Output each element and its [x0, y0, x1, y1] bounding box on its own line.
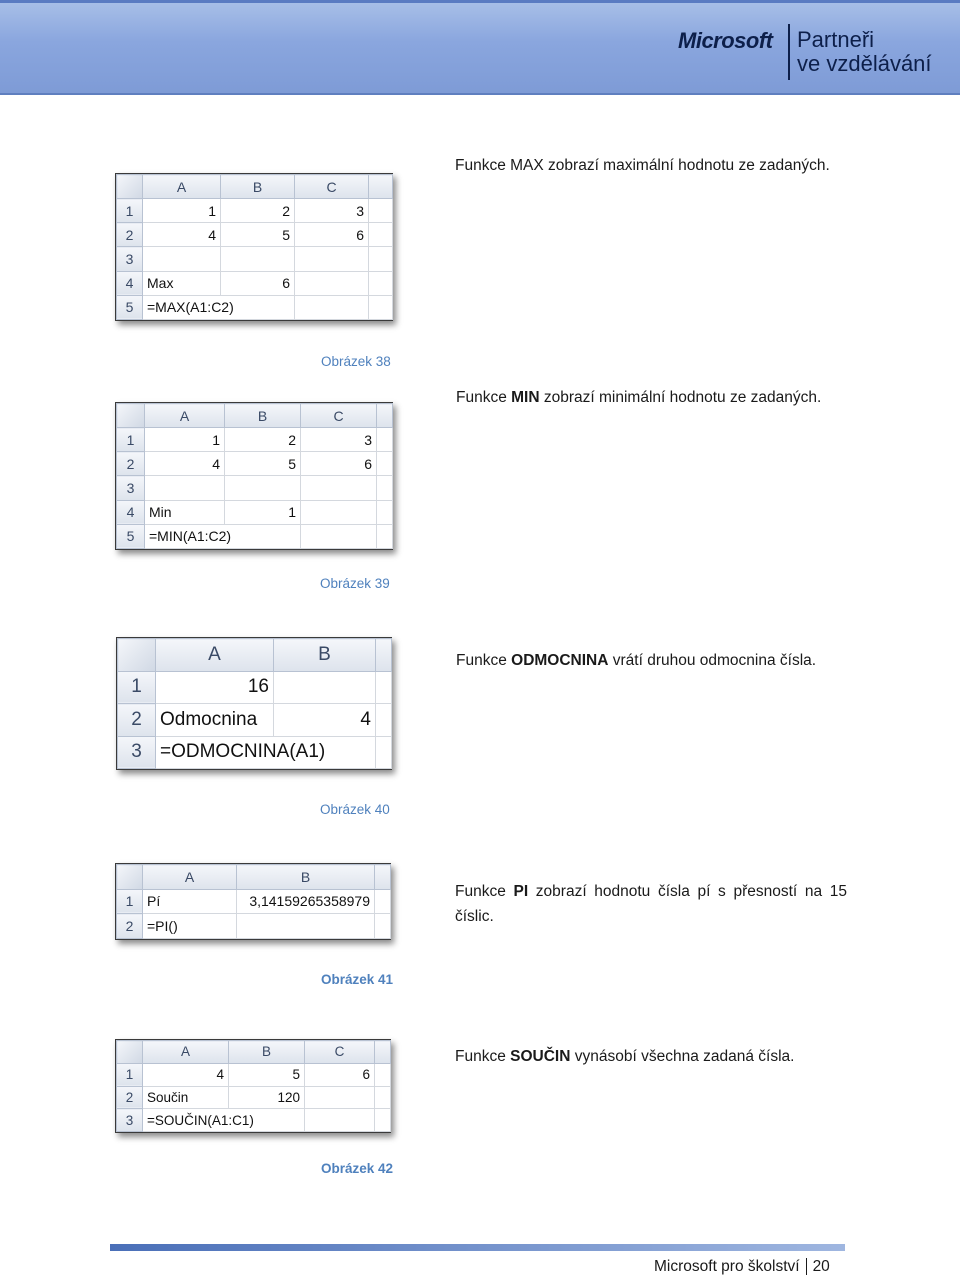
cell: 3 [301, 428, 377, 452]
cell [221, 247, 295, 271]
cell [305, 1086, 375, 1109]
cell [301, 524, 377, 548]
caption-prefix: Funkce [455, 1048, 511, 1065]
cell: Součin [143, 1086, 229, 1109]
column-header: B [229, 1041, 305, 1064]
corner-cell [117, 1041, 143, 1064]
caption-odmocnina [456, 652, 816, 670]
cell: 4 [145, 452, 225, 476]
caption-function-name: ODMOCNINA [511, 652, 609, 669]
row-header: 4 [117, 500, 145, 524]
cell: 120 [229, 1086, 305, 1109]
column-header: B [274, 639, 376, 672]
formula-cell: =MIN(A1:C2) [145, 524, 301, 548]
cell: 6 [221, 271, 295, 295]
cell-empty [377, 500, 393, 524]
corner-cell [117, 175, 143, 199]
column-header: C [295, 175, 369, 199]
cell [274, 671, 376, 704]
column-header: A [143, 175, 221, 199]
caption-function-name: PI [513, 883, 529, 900]
cell [143, 247, 221, 271]
cell [145, 476, 225, 500]
column-header-empty [369, 175, 393, 199]
row-header: 1 [117, 889, 143, 914]
column-header: C [301, 404, 377, 428]
figure-label: Obrázek 39 [320, 576, 390, 591]
cell-empty [377, 428, 393, 452]
row-header: 2 [117, 452, 145, 476]
row-header: 4 [117, 271, 143, 295]
cell-empty [376, 736, 392, 769]
column-header: B [237, 865, 375, 890]
cell-empty [375, 889, 391, 914]
footer-bar [110, 1244, 845, 1251]
cell [295, 271, 369, 295]
formula-cell: =SOUČIN(A1:C1) [143, 1109, 305, 1132]
cell: 6 [305, 1063, 375, 1086]
cell: 1 [143, 199, 221, 223]
caption-suffix: vynásobí všechna zadaná čísla. [570, 1048, 795, 1065]
caption-suffix: vrátí druhou odmocnina čísla. [608, 652, 817, 669]
caption-suffix: zobrazí minimální hodnotu ze zadaných. [539, 389, 822, 406]
cell [295, 295, 369, 319]
row-header: 2 [117, 914, 143, 939]
cell-empty [375, 1086, 391, 1109]
row-header: 2 [117, 223, 143, 247]
row-header: 2 [118, 704, 156, 737]
column-header: C [305, 1041, 375, 1064]
cell: 3,14159265358979 [237, 889, 375, 914]
partner-title [797, 28, 932, 76]
corner-cell [118, 639, 156, 672]
spreadsheet-min [115, 402, 393, 550]
cell-empty [369, 247, 393, 271]
cell: 4 [143, 223, 221, 247]
cell: 5 [229, 1063, 305, 1086]
cell-empty [369, 223, 393, 247]
corner-cell [117, 865, 143, 890]
cell: 6 [301, 452, 377, 476]
footer-separator [806, 1258, 807, 1275]
row-header: 2 [117, 1086, 143, 1109]
cell: 3 [295, 199, 369, 223]
cell-empty [375, 914, 391, 939]
footer [654, 1258, 830, 1276]
row-header: 1 [117, 199, 143, 223]
row-header: 3 [117, 476, 145, 500]
microsoft-logo: Microsoft [678, 28, 773, 53]
cell: Odmocnina [156, 704, 274, 737]
row-header: 3 [117, 247, 143, 271]
caption-soucin [455, 1048, 794, 1066]
partner-line-2: ve vzdělávání [797, 51, 932, 76]
caption-prefix: Funkce [456, 389, 512, 406]
column-header-empty [375, 1041, 391, 1064]
row-header: 1 [117, 1063, 143, 1086]
cell: Max [143, 271, 221, 295]
spreadsheet-odmocnina [116, 637, 392, 770]
formula-cell: =ODMOCNINA(A1) [156, 736, 376, 769]
cell-empty [377, 452, 393, 476]
cell: 4 [143, 1063, 229, 1086]
caption-prefix: Funkce [455, 883, 514, 900]
spreadsheet-max [115, 173, 393, 321]
spreadsheet-soucin [115, 1039, 391, 1133]
cell: 2 [225, 428, 301, 452]
column-header: B [225, 404, 301, 428]
formula-cell: =PI() [143, 914, 237, 939]
row-header: 3 [117, 1109, 143, 1132]
footer-title: Microsoft pro školství [654, 1258, 800, 1275]
cell [225, 476, 301, 500]
cell [301, 500, 377, 524]
row-header: 3 [118, 736, 156, 769]
row-header: 1 [117, 428, 145, 452]
formula-cell: =MAX(A1:C2) [143, 295, 295, 319]
caption-pi [455, 879, 847, 929]
cell: 1 [145, 428, 225, 452]
column-header: A [145, 404, 225, 428]
cell-empty [375, 1063, 391, 1086]
figure-label: Obrázek 42 [321, 1161, 394, 1176]
column-header-empty [377, 404, 393, 428]
cell: 5 [225, 452, 301, 476]
corner-cell [117, 404, 145, 428]
partner-line-1: Partneři [797, 27, 875, 52]
cell-empty [375, 1109, 391, 1132]
caption-function-name: MIN [511, 389, 540, 406]
figure-label: Obrázek 38 [321, 354, 391, 369]
column-header: B [221, 175, 295, 199]
cell [295, 247, 369, 271]
caption-prefix: Funkce [456, 652, 512, 669]
cell: 1 [225, 500, 301, 524]
cell-empty [369, 295, 393, 319]
row-header: 5 [117, 524, 145, 548]
header-banner [0, 0, 960, 95]
banner-top-line [0, 0, 960, 3]
figure-label: Obrázek 40 [320, 802, 390, 817]
caption-prefix: Funkce [455, 157, 511, 174]
caption-min [456, 389, 821, 407]
cell-empty [376, 671, 392, 704]
cell [301, 476, 377, 500]
caption-max [455, 157, 830, 175]
cell-empty [369, 271, 393, 295]
page-number: 20 [812, 1258, 830, 1275]
cell: 6 [295, 223, 369, 247]
cell: 4 [274, 704, 376, 737]
logo-divider [788, 24, 790, 80]
spreadsheet-pi [115, 863, 391, 940]
caption-suffix: zobrazí maximální hodnotu ze zadaných. [543, 157, 830, 174]
cell-empty [369, 199, 393, 223]
column-header-empty [375, 865, 391, 890]
cell-empty [377, 524, 393, 548]
cell: Pí [143, 889, 237, 914]
cell-empty [376, 704, 392, 737]
cell: 16 [156, 671, 274, 704]
row-header: 5 [117, 295, 143, 319]
figure-label: Obrázek 41 [321, 972, 394, 987]
caption-suffix: zobrazí hodnotu čísla pí s přesností na 15 číslic. [455, 883, 847, 925]
cell [305, 1109, 375, 1132]
cell: Min [145, 500, 225, 524]
caption-function-name: MAX [510, 157, 544, 174]
column-header: A [143, 865, 237, 890]
column-header: A [143, 1041, 229, 1064]
caption-function-name: SOUČIN [510, 1048, 571, 1065]
cell: 5 [221, 223, 295, 247]
column-header-empty [376, 639, 392, 672]
column-header: A [156, 639, 274, 672]
row-header: 1 [118, 671, 156, 704]
cell [237, 914, 375, 939]
cell: 2 [221, 199, 295, 223]
cell-empty [377, 476, 393, 500]
